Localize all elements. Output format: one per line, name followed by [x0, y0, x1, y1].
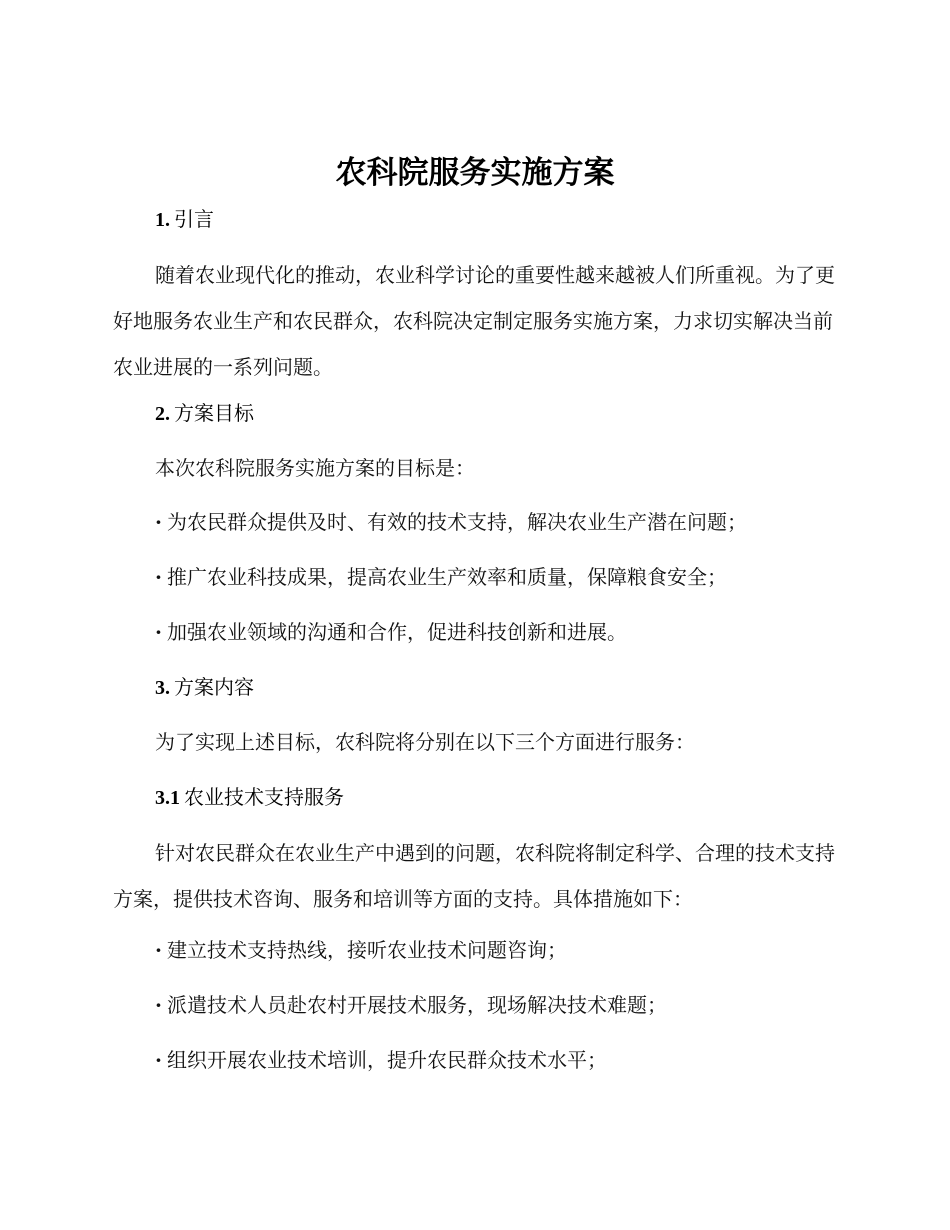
bullet-marker: ·	[155, 565, 162, 589]
goals-lead-text: 本次农科院服务实施方案的目标是：	[155, 456, 475, 480]
section-title: 方案目标	[174, 401, 254, 425]
bullet-marker: ·	[155, 938, 162, 962]
list-item	[155, 562, 845, 592]
list-item-text: 推广农业科技成果，提高农业生产效率和质量，保障粮食安全；	[167, 565, 727, 589]
bullet-marker: ·	[155, 1048, 162, 1072]
list-item	[155, 935, 845, 965]
section-heading-goals	[155, 398, 254, 429]
list-item	[155, 507, 845, 537]
list-item-text: 派遣技术人员赴农村开展技术服务，现场解决技术难题；	[167, 993, 667, 1017]
tech-support-paragraph: 针对农民群众在农业生产中遇到的问题，农科院将制定科学、合理的技术支持方案，提供技术咨询、服务和培训等方面的支持。具体措施如下：	[113, 841, 835, 911]
list-item-text: 加强农业领域的沟通和合作，促进科技创新和进展。	[167, 620, 627, 644]
section-title: 农业技术支持服务	[184, 785, 344, 809]
list-item-text: 建立技术支持热线，接听农业技术问题咨询；	[167, 938, 567, 962]
section-number: 3.	[155, 677, 170, 699]
bullet-marker: ·	[155, 510, 162, 534]
section-title: 方案内容	[174, 675, 254, 699]
document-title: 农科院服务实施方案	[335, 155, 615, 191]
bullet-marker: ·	[155, 620, 162, 644]
list-item	[155, 1045, 845, 1075]
section-heading-content	[155, 672, 254, 703]
section-number: 1.	[155, 209, 170, 231]
section-title: 引言	[174, 207, 214, 231]
content-lead-text: 为了实现上述目标，农科院将分别在以下三个方面进行服务：	[155, 730, 695, 754]
list-item-text: 组织开展农业技术培训，提升农民群众技术水平；	[167, 1048, 607, 1072]
section-number: 2.	[155, 403, 170, 425]
intro-paragraph: 随着农业现代化的推动，农业科学讨论的重要性越来越被人们所重视。为了更好地服务农业生产和农民群众，农科院决定制定服务实施方案，力求切实解决当前农业进展的一系列问题。	[113, 263, 835, 379]
list-item	[155, 617, 845, 647]
list-item-text: 为农民群众提供及时、有效的技术支持，解决农业生产潜在问题；	[167, 510, 747, 534]
bullet-marker: ·	[155, 993, 162, 1017]
section-number: 3.1	[155, 787, 180, 809]
section-heading-intro	[155, 204, 214, 235]
section-heading-tech-support	[155, 782, 344, 813]
list-item	[155, 990, 845, 1020]
